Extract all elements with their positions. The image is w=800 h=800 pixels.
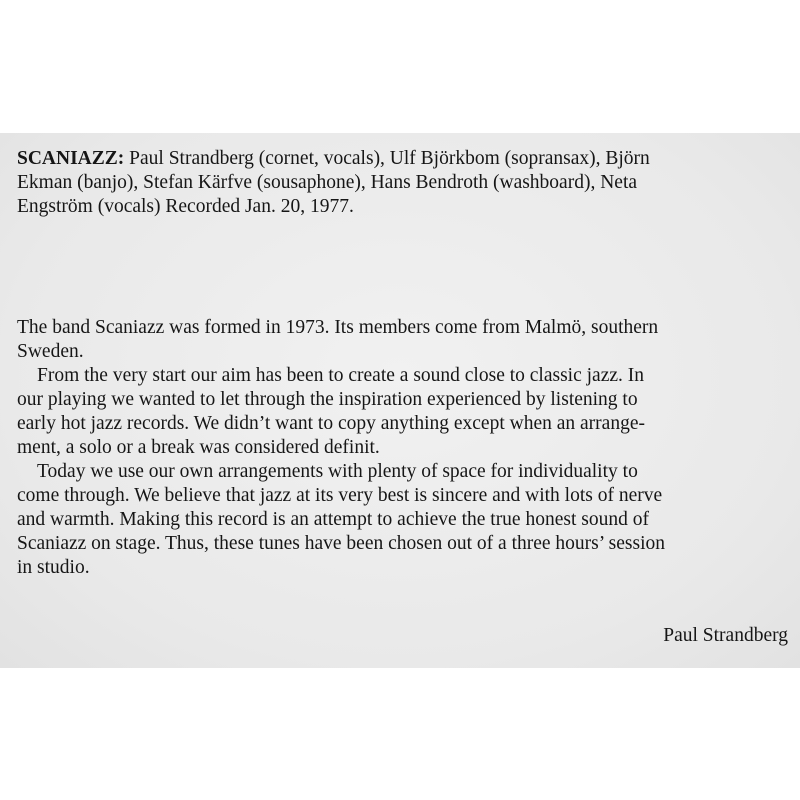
notes-line: in studio. <box>17 557 90 578</box>
signature: Paul Strandberg <box>663 625 788 646</box>
personnel-line-3: Engström (vocals) Recorded Jan. 20, 1977. <box>17 196 354 217</box>
personnel-text-1: Paul Strandberg (cornet, vocals), Ulf Björkbom (sopransax), Björn <box>124 148 650 169</box>
personnel-line-2: Ekman (banjo), Stefan Kärfve (sousaphone), Hans Bendroth (washboard), Neta <box>17 172 638 193</box>
notes-paragraph-1 <box>17 316 797 364</box>
notes-paragraph-2 <box>17 364 797 460</box>
notes-line: ment, a solo or a break was considered definit. <box>17 437 380 458</box>
notes-line: early hot jazz records. We didn’t want to copy anything except when an arrange- <box>17 413 645 434</box>
notes-line: The band Scaniazz was formed in 1973. Its members come from Malmö, southern <box>17 317 659 338</box>
notes-line: Sweden. <box>17 341 84 362</box>
personnel-credits <box>17 147 797 219</box>
notes-line: come through. We believe that jazz at its very best is sincere and with lots of nerve <box>17 485 663 506</box>
notes-line: Today we use our own arrangements with plenty of space for individuality to <box>37 461 638 482</box>
personnel-line-1 <box>17 147 797 171</box>
notes-line: and warmth. Making this record is an attempt to achieve the true honest sound of <box>17 509 649 530</box>
notes-paragraph-3 <box>17 460 797 580</box>
band-name: SCANIAZZ: <box>17 148 125 169</box>
notes-line: our playing we wanted to let through the inspiration experienced by listening to <box>17 389 638 410</box>
notes-line: Scaniazz on stage. Thus, these tunes have been chosen out of a three hours’ session <box>17 533 666 554</box>
liner-notes-body <box>17 316 797 580</box>
notes-line: From the very start our aim has been to create a sound close to classic jazz. In <box>37 365 644 386</box>
